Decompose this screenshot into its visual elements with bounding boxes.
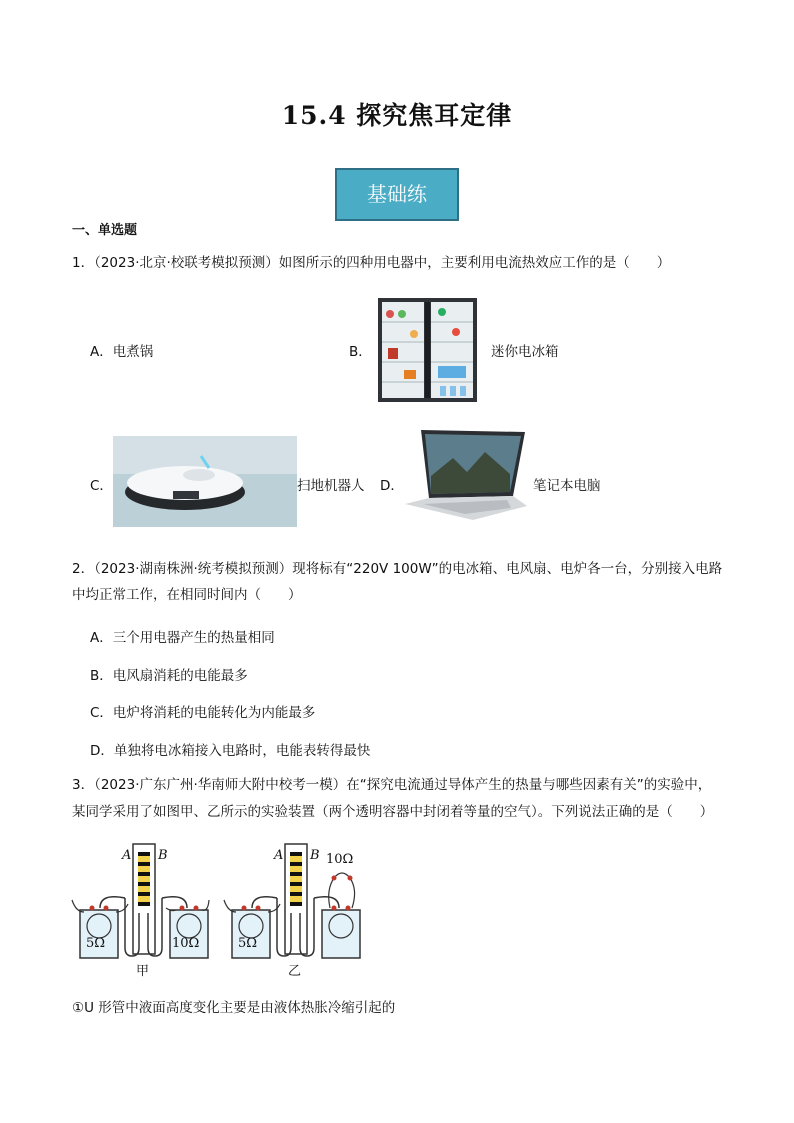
page-title: 15.4 探究焦耳定律 <box>281 101 513 130</box>
q1-option-b-text: 迷你电冰箱 <box>491 344 559 360</box>
label-b-yi: B <box>310 848 320 863</box>
q3-stem-line2: 某同学采用了如图甲、乙所示的实验装置（两个透明容器中封闭着等量的空气）。下列说法正确的是（ ） <box>72 804 714 820</box>
q3-stem-line1: 3．（2023·广东广州·华南师大附中校考一模）在“探究电流通过导体产生的热量与哪些因素有关”的实验中， <box>72 777 712 793</box>
q3-statement-1: ①U 形管中液面高度变化主要是由液体热胀冷缩引起的 <box>72 1000 396 1016</box>
diagram-jia <box>70 838 210 978</box>
label-b: B <box>158 848 168 863</box>
diagram-jia-svg <box>70 838 210 978</box>
q1-option-a: A．电煮锅 <box>90 344 154 360</box>
fridge-illustration <box>376 296 479 404</box>
q2-stem-line2: 中均正常工作，在相同时间内（ ） <box>72 587 302 603</box>
q2-option-a: A．三个用电器产生的热量相同 <box>90 630 275 646</box>
label-a-yi: A <box>274 848 284 863</box>
q1-option-d-letter: D． <box>380 478 404 494</box>
q1-option-c-text: 扫地机器人 <box>297 478 365 494</box>
robot-vacuum-image <box>113 436 297 527</box>
laptop-image <box>403 428 529 523</box>
label-a: A <box>122 848 132 863</box>
q1-stem: 1．（2023·北京·校联考模拟预测）如图所示的四种用电器中，主要利用电流热效应工作的是（ ） <box>72 255 671 271</box>
section-heading: 一、单选题 <box>72 223 138 238</box>
robot-vacuum-illustration <box>113 436 297 527</box>
q2-option-d: D．单独将电冰箱接入电路时，电能表转得最快 <box>90 743 371 759</box>
q1-option-d-text: 笔记本电脑 <box>533 478 601 494</box>
diagram-yi <box>222 838 362 978</box>
q2-stem-line1: 2．（2023·湖南株洲·统考模拟预测）现将标有“220V 100W”的电冰箱、电风扇、电炉各一台，分别接入电路 <box>72 561 723 577</box>
q2-option-b: B．电风扇消耗的电能最多 <box>90 668 248 684</box>
section-badge: 基础练 <box>335 168 459 221</box>
q1-option-b-letter: B． <box>349 344 372 360</box>
resistor-5-label: 5Ω <box>86 936 106 951</box>
fridge-image <box>376 296 479 404</box>
q1-option-c-letter: C． <box>90 478 113 494</box>
caption-jia: 甲 <box>136 964 150 979</box>
laptop-illustration <box>403 428 529 523</box>
caption-yi: 乙 <box>288 964 302 979</box>
resistor-10-external-label: 10Ω <box>326 852 354 867</box>
resistor-10-label: 10Ω <box>172 936 200 951</box>
q2-option-c: C．电炉将消耗的电能转化为内能最多 <box>90 705 316 721</box>
resistor-5-label-yi: 5Ω <box>238 936 258 951</box>
